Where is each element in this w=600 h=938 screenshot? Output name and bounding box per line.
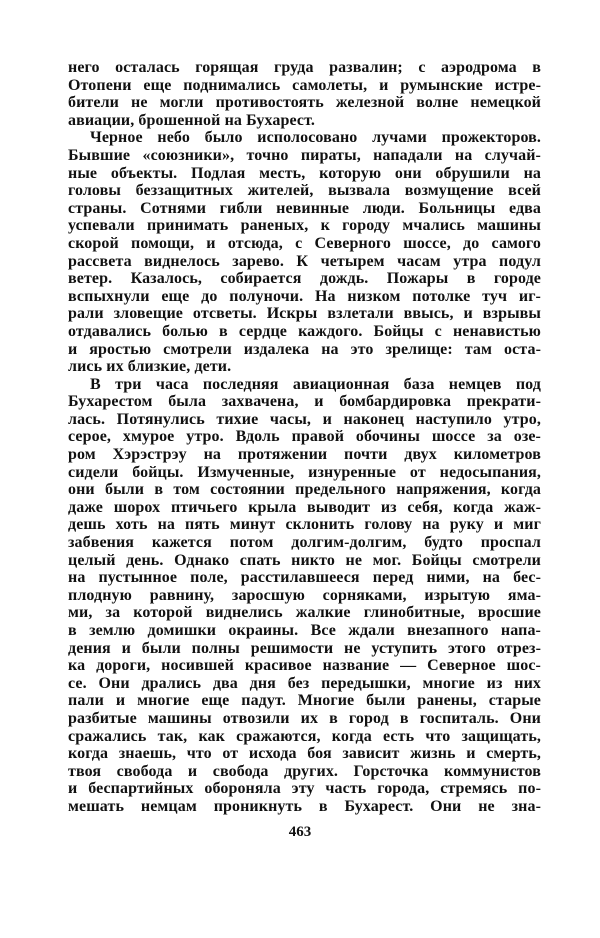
text-line: него осталась горящая груда развалин; с аэродрома в (68, 59, 541, 76)
text-line: сидели бойцы. Измученные, изнуренные от недосыпания, (68, 463, 541, 481)
text-line: забвения кажется потом долгим-долгим, будто проспал (68, 534, 541, 552)
text-line: страны. Сотнями гибли невинные люди. Больницы едва (68, 199, 541, 217)
text-line: ка дороги, носившей красивое название — Северное шос- (68, 657, 541, 675)
text-line: мешать немцам проникнуть в Бухарест. Они не зна- (68, 797, 541, 815)
text-line: скорой помощи, и отсюда, с Северного шоссе, до самого (68, 234, 541, 252)
text-line: Черное небо было исполосовано лучами прожекторов. (90, 129, 541, 147)
text-line: на пустынное поле, расстилавшееся перед ними, на бес- (68, 569, 541, 587)
text-line: бители не могли противостоять железной волне немецкой (68, 94, 541, 112)
text-line: ветер. Казалось, собирается дождь. Пожары в городе (68, 270, 541, 288)
text-line: рассвета виднелось зарево. К четырем часам утра подул (68, 252, 541, 270)
text-line: дения и были полны решимости не уступить этого отрез- (68, 639, 541, 657)
text-line: успевали принимать раненых, к городу мчались машины (68, 217, 541, 235)
text-line: лась. Потянулись тихие часы, и наконец наступило утро, (68, 410, 541, 428)
text-line: разбитые машины отвозили их в город в госпиталь. Они (68, 709, 541, 727)
text-line: В три часа последняя авиационная база немцев под (90, 375, 541, 393)
page-number: 463 (288, 824, 312, 840)
text-line: Бухарестом была захвачена, и бомбардировка прекрати- (68, 393, 541, 411)
text-line: когда знаешь, что от исхода боя зависит жизнь и смерть, (68, 745, 541, 763)
text-line: твоя свобода и свобода других. Горсточка коммунистов (68, 762, 541, 780)
text-line: отдавались болью в сердце каждого. Бойцы с ненавистью (68, 322, 541, 340)
text-line: целый день. Однако спать никто не мог. Бойцы смотрели (68, 551, 541, 569)
text-line: и беспартийных обороняла эту часть города, стремясь по- (68, 780, 541, 798)
text-line: головы беззащитных жителей, вызвала возмущение всей (68, 182, 541, 200)
text-line: Отопени еще поднимались самолеты, и румынские истре- (68, 76, 541, 94)
text-line: плодную равнину, заросшую сорняками, изрытую яма- (68, 586, 541, 604)
text-line: ром Хэрэстрэу на протяжении почти двух километров (68, 446, 541, 464)
text-line: вспыхнули еще до полуночи. На низком потолке туч иг- (68, 287, 541, 305)
text-line: серое, хмурое утро. Вдоль правой обочины шоссе за озе- (68, 428, 541, 446)
text-line: пали и многие еще падут. Многие были ранены, старые (68, 692, 541, 710)
text-line: и яростью смотрели издалека на это зрелище: там оста- (68, 340, 541, 358)
text-line: даже шорох птичьего крыла выводит из себя, когда жаж- (68, 498, 541, 516)
text-line: сражались так, как сражаются, когда есть что защищать, (68, 727, 541, 745)
text-line: в землю домишки окраины. Все ждали внезапного напа- (68, 622, 541, 639)
text-line: рали зловещие отсветы. Искры взлетали ввысь, и взрывы (68, 305, 541, 323)
text-line: Бывшие «союзники», точно пираты, нападали на случай- (68, 146, 541, 164)
text-line: дешь хоть на пять минут склонить голову на руку и миг (68, 516, 541, 534)
text-line: они были в том состоянии предельного напряжения, когда (68, 481, 541, 499)
text-line: ные объекты. Подлая месть, которую они обрушили на (68, 164, 541, 182)
text-line: лись их близкие, дети. (68, 358, 232, 376)
page-body-text (68, 59, 541, 816)
text-line: се. Они дрались два дня без передышки, многие из них (68, 674, 541, 692)
text-line: авиации, брошенной на Бухарест. (68, 111, 315, 129)
text-line: ми, за которой виднелись жалкие глинобитные, вросшие (68, 604, 541, 622)
